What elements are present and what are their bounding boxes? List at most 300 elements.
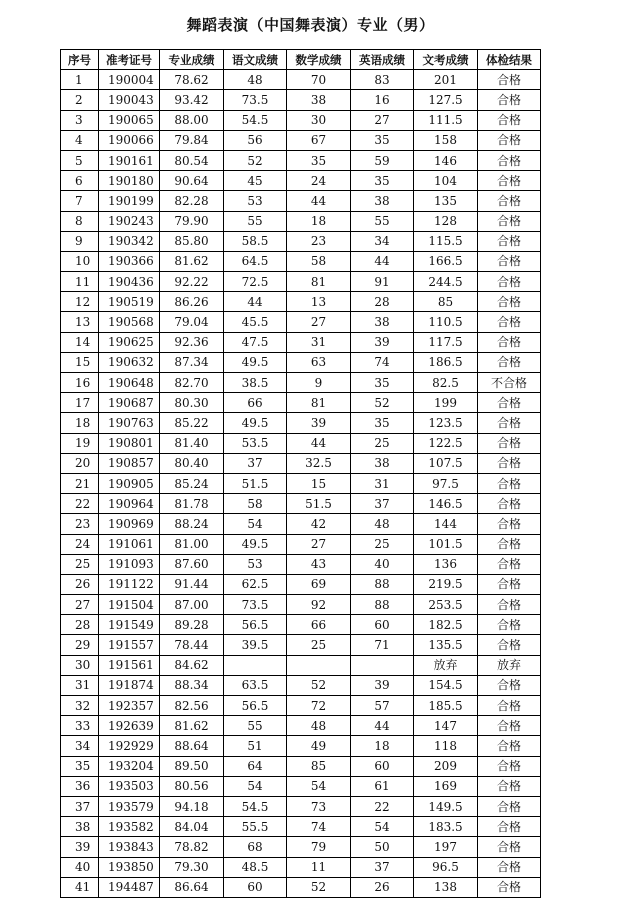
health-check-result: 合格 bbox=[478, 110, 541, 130]
math-score: 72 bbox=[287, 696, 351, 716]
health-check-result: 合格 bbox=[478, 615, 541, 635]
health-check-result: 合格 bbox=[478, 473, 541, 493]
major-score: 85.22 bbox=[160, 413, 224, 433]
chinese-score: 64.5 bbox=[224, 251, 287, 271]
english-score: 38 bbox=[351, 312, 414, 332]
table-row bbox=[61, 150, 541, 170]
major-score: 88.64 bbox=[160, 736, 224, 756]
culture-score: 182.5 bbox=[414, 615, 478, 635]
culture-score: 117.5 bbox=[414, 332, 478, 352]
exam-id: 191549 bbox=[99, 615, 160, 635]
exam-id: 190648 bbox=[99, 373, 160, 393]
major-score: 90.64 bbox=[160, 171, 224, 191]
chinese-score: 56.5 bbox=[224, 696, 287, 716]
major-score: 82.28 bbox=[160, 191, 224, 211]
exam-id: 190161 bbox=[99, 150, 160, 170]
table-row bbox=[61, 433, 541, 453]
chinese-score: 52 bbox=[224, 150, 287, 170]
table-row bbox=[61, 595, 541, 615]
chinese-score: 56 bbox=[224, 130, 287, 150]
health-check-result: 合格 bbox=[478, 837, 541, 857]
health-check-result: 合格 bbox=[478, 514, 541, 534]
math-score: 74 bbox=[287, 817, 351, 837]
major-score: 82.70 bbox=[160, 373, 224, 393]
culture-score: 122.5 bbox=[414, 433, 478, 453]
math-score: 39 bbox=[287, 413, 351, 433]
culture-score: 158 bbox=[414, 130, 478, 150]
math-score: 30 bbox=[287, 110, 351, 130]
col-header-culture-score: 文考成绩 bbox=[414, 50, 478, 70]
english-score: 28 bbox=[351, 292, 414, 312]
exam-id: 190065 bbox=[99, 110, 160, 130]
health-check-result: 合格 bbox=[478, 433, 541, 453]
chinese-score: 58.5 bbox=[224, 231, 287, 251]
row-index: 41 bbox=[61, 877, 99, 897]
row-index: 6 bbox=[61, 171, 99, 191]
col-header-english-score: 英语成绩 bbox=[351, 50, 414, 70]
exam-id: 190180 bbox=[99, 171, 160, 191]
exam-id: 190243 bbox=[99, 211, 160, 231]
chinese-score: 54.5 bbox=[224, 110, 287, 130]
health-check-result: 合格 bbox=[478, 150, 541, 170]
table-row bbox=[61, 857, 541, 877]
culture-score: 154.5 bbox=[414, 675, 478, 695]
culture-score: 219.5 bbox=[414, 574, 478, 594]
math-score: 32.5 bbox=[287, 453, 351, 473]
chinese-score: 64 bbox=[224, 756, 287, 776]
culture-score: 183.5 bbox=[414, 817, 478, 837]
exam-id: 190969 bbox=[99, 514, 160, 534]
english-score: 25 bbox=[351, 534, 414, 554]
chinese-score: 63.5 bbox=[224, 675, 287, 695]
math-score: 48 bbox=[287, 716, 351, 736]
table-row bbox=[61, 736, 541, 756]
major-score: 80.56 bbox=[160, 776, 224, 796]
major-score: 92.22 bbox=[160, 272, 224, 292]
major-score: 87.60 bbox=[160, 554, 224, 574]
table-row bbox=[61, 837, 541, 857]
major-score: 78.44 bbox=[160, 635, 224, 655]
table-row bbox=[61, 191, 541, 211]
table-header-row bbox=[61, 50, 541, 70]
major-score: 88.24 bbox=[160, 514, 224, 534]
english-score: 35 bbox=[351, 171, 414, 191]
row-index: 21 bbox=[61, 473, 99, 493]
math-score: 73 bbox=[287, 796, 351, 816]
major-score: 88.34 bbox=[160, 675, 224, 695]
chinese-score: 58 bbox=[224, 494, 287, 514]
exam-id: 190905 bbox=[99, 473, 160, 493]
row-index: 26 bbox=[61, 574, 99, 594]
english-score: 44 bbox=[351, 716, 414, 736]
table-row bbox=[61, 393, 541, 413]
row-index: 31 bbox=[61, 675, 99, 695]
math-score: 66 bbox=[287, 615, 351, 635]
table-row bbox=[61, 776, 541, 796]
major-score: 85.24 bbox=[160, 473, 224, 493]
culture-score: 107.5 bbox=[414, 453, 478, 473]
table-row bbox=[61, 655, 541, 675]
exam-id: 190763 bbox=[99, 413, 160, 433]
exam-id: 191504 bbox=[99, 595, 160, 615]
english-score: 38 bbox=[351, 453, 414, 473]
row-index: 8 bbox=[61, 211, 99, 231]
health-check-result: 合格 bbox=[478, 90, 541, 110]
chinese-score: 51.5 bbox=[224, 473, 287, 493]
row-index: 25 bbox=[61, 554, 99, 574]
english-score: 60 bbox=[351, 615, 414, 635]
exam-id: 190043 bbox=[99, 90, 160, 110]
math-score: 15 bbox=[287, 473, 351, 493]
exam-id: 190964 bbox=[99, 494, 160, 514]
major-score: 79.04 bbox=[160, 312, 224, 332]
culture-score: 128 bbox=[414, 211, 478, 231]
major-score: 78.62 bbox=[160, 70, 224, 90]
health-check-result: 合格 bbox=[478, 413, 541, 433]
table-row bbox=[61, 494, 541, 514]
culture-score: 147 bbox=[414, 716, 478, 736]
english-score: 74 bbox=[351, 352, 414, 372]
page-title: 舞蹈表演（中国舞表演）专业（男） bbox=[186, 16, 435, 34]
exam-id: 190687 bbox=[99, 393, 160, 413]
row-index: 38 bbox=[61, 817, 99, 837]
culture-score: 118 bbox=[414, 736, 478, 756]
major-score: 79.30 bbox=[160, 857, 224, 877]
health-check-result: 合格 bbox=[478, 796, 541, 816]
row-index: 3 bbox=[61, 110, 99, 130]
table-row bbox=[61, 70, 541, 90]
chinese-score: 48 bbox=[224, 70, 287, 90]
exam-id: 190436 bbox=[99, 272, 160, 292]
english-score: 39 bbox=[351, 675, 414, 695]
culture-score: 104 bbox=[414, 171, 478, 191]
english-score: 57 bbox=[351, 696, 414, 716]
health-check-result: 合格 bbox=[478, 817, 541, 837]
english-score: 88 bbox=[351, 595, 414, 615]
table-row bbox=[61, 352, 541, 372]
row-index: 15 bbox=[61, 352, 99, 372]
row-index: 17 bbox=[61, 393, 99, 413]
row-index: 39 bbox=[61, 837, 99, 857]
english-score: 60 bbox=[351, 756, 414, 776]
major-score: 81.62 bbox=[160, 716, 224, 736]
math-score: 70 bbox=[287, 70, 351, 90]
math-score: 54 bbox=[287, 776, 351, 796]
chinese-score bbox=[224, 655, 287, 675]
math-score: 85 bbox=[287, 756, 351, 776]
table-row bbox=[61, 877, 541, 897]
health-check-result: 合格 bbox=[478, 595, 541, 615]
col-header-major-score: 专业成绩 bbox=[160, 50, 224, 70]
table-row bbox=[61, 796, 541, 816]
chinese-score: 54.5 bbox=[224, 796, 287, 816]
table-row bbox=[61, 272, 541, 292]
culture-score: 253.5 bbox=[414, 595, 478, 615]
culture-score: 138 bbox=[414, 877, 478, 897]
health-check-result: 合格 bbox=[478, 776, 541, 796]
chinese-score: 73.5 bbox=[224, 595, 287, 615]
table-row bbox=[61, 211, 541, 231]
exam-id: 190801 bbox=[99, 433, 160, 453]
culture-score: 127.5 bbox=[414, 90, 478, 110]
math-score: 13 bbox=[287, 292, 351, 312]
english-score: 22 bbox=[351, 796, 414, 816]
major-score: 89.50 bbox=[160, 756, 224, 776]
chinese-score: 49.5 bbox=[224, 534, 287, 554]
health-check-result: 合格 bbox=[478, 453, 541, 473]
major-score: 81.00 bbox=[160, 534, 224, 554]
culture-score: 197 bbox=[414, 837, 478, 857]
chinese-score: 56.5 bbox=[224, 615, 287, 635]
chinese-score: 47.5 bbox=[224, 332, 287, 352]
health-check-result: 合格 bbox=[478, 352, 541, 372]
culture-score: 149.5 bbox=[414, 796, 478, 816]
major-score: 91.44 bbox=[160, 574, 224, 594]
row-index: 20 bbox=[61, 453, 99, 473]
chinese-score: 37 bbox=[224, 453, 287, 473]
table-row bbox=[61, 453, 541, 473]
chinese-score: 48.5 bbox=[224, 857, 287, 877]
row-index: 13 bbox=[61, 312, 99, 332]
table-row bbox=[61, 130, 541, 150]
row-index: 30 bbox=[61, 655, 99, 675]
culture-score: 110.5 bbox=[414, 312, 478, 332]
major-score: 81.40 bbox=[160, 433, 224, 453]
culture-score: 146 bbox=[414, 150, 478, 170]
health-check-result: 合格 bbox=[478, 332, 541, 352]
culture-score: 169 bbox=[414, 776, 478, 796]
culture-score: 111.5 bbox=[414, 110, 478, 130]
table-row bbox=[61, 312, 541, 332]
table-row bbox=[61, 635, 541, 655]
chinese-score: 55 bbox=[224, 716, 287, 736]
exam-id: 190366 bbox=[99, 251, 160, 271]
chinese-score: 49.5 bbox=[224, 352, 287, 372]
row-index: 10 bbox=[61, 251, 99, 271]
health-check-result: 合格 bbox=[478, 675, 541, 695]
english-score: 55 bbox=[351, 211, 414, 231]
health-check-result: 不合格 bbox=[478, 373, 541, 393]
exam-id: 193850 bbox=[99, 857, 160, 877]
chinese-score: 38.5 bbox=[224, 373, 287, 393]
exam-id: 191061 bbox=[99, 534, 160, 554]
math-score: 79 bbox=[287, 837, 351, 857]
chinese-score: 45 bbox=[224, 171, 287, 191]
math-score: 44 bbox=[287, 433, 351, 453]
major-score: 87.34 bbox=[160, 352, 224, 372]
math-score: 58 bbox=[287, 251, 351, 271]
english-score: 71 bbox=[351, 635, 414, 655]
culture-score: 146.5 bbox=[414, 494, 478, 514]
exam-id: 190632 bbox=[99, 352, 160, 372]
health-check-result: 合格 bbox=[478, 756, 541, 776]
major-score: 84.04 bbox=[160, 817, 224, 837]
major-score: 81.78 bbox=[160, 494, 224, 514]
health-check-result: 合格 bbox=[478, 494, 541, 514]
table-row bbox=[61, 110, 541, 130]
health-check-result: 合格 bbox=[478, 171, 541, 191]
row-index: 7 bbox=[61, 191, 99, 211]
math-score: 31 bbox=[287, 332, 351, 352]
chinese-score: 55.5 bbox=[224, 817, 287, 837]
english-score: 61 bbox=[351, 776, 414, 796]
exam-id: 193843 bbox=[99, 837, 160, 857]
english-score: 35 bbox=[351, 130, 414, 150]
major-score: 86.64 bbox=[160, 877, 224, 897]
major-score: 80.40 bbox=[160, 453, 224, 473]
english-score: 34 bbox=[351, 231, 414, 251]
exam-id: 192357 bbox=[99, 696, 160, 716]
math-score: 92 bbox=[287, 595, 351, 615]
major-score: 92.36 bbox=[160, 332, 224, 352]
table-row bbox=[61, 171, 541, 191]
exam-id: 191093 bbox=[99, 554, 160, 574]
table-row bbox=[61, 231, 541, 251]
table-row bbox=[61, 756, 541, 776]
row-index: 16 bbox=[61, 373, 99, 393]
exam-id: 191122 bbox=[99, 574, 160, 594]
health-check-result: 合格 bbox=[478, 191, 541, 211]
table-row bbox=[61, 554, 541, 574]
exam-id: 190004 bbox=[99, 70, 160, 90]
row-index: 29 bbox=[61, 635, 99, 655]
score-table bbox=[60, 49, 541, 898]
major-score: 79.90 bbox=[160, 211, 224, 231]
chinese-score: 72.5 bbox=[224, 272, 287, 292]
major-score: 93.42 bbox=[160, 90, 224, 110]
chinese-score: 39.5 bbox=[224, 635, 287, 655]
row-index: 23 bbox=[61, 514, 99, 534]
table-row bbox=[61, 675, 541, 695]
table-row bbox=[61, 473, 541, 493]
english-score: 44 bbox=[351, 251, 414, 271]
exam-id: 193582 bbox=[99, 817, 160, 837]
english-score: 26 bbox=[351, 877, 414, 897]
english-score: 52 bbox=[351, 393, 414, 413]
table-row bbox=[61, 292, 541, 312]
major-score: 86.26 bbox=[160, 292, 224, 312]
math-score: 35 bbox=[287, 150, 351, 170]
exam-id: 190568 bbox=[99, 312, 160, 332]
math-score: 67 bbox=[287, 130, 351, 150]
major-score: 87.00 bbox=[160, 595, 224, 615]
culture-score: 244.5 bbox=[414, 272, 478, 292]
table-row bbox=[61, 696, 541, 716]
row-index: 24 bbox=[61, 534, 99, 554]
health-check-result: 合格 bbox=[478, 635, 541, 655]
row-index: 33 bbox=[61, 716, 99, 736]
table-row bbox=[61, 514, 541, 534]
row-index: 28 bbox=[61, 615, 99, 635]
english-score bbox=[351, 655, 414, 675]
english-score: 40 bbox=[351, 554, 414, 574]
math-score: 25 bbox=[287, 635, 351, 655]
math-score: 42 bbox=[287, 514, 351, 534]
exam-id: 190199 bbox=[99, 191, 160, 211]
exam-id: 190519 bbox=[99, 292, 160, 312]
culture-score: 144 bbox=[414, 514, 478, 534]
row-index: 37 bbox=[61, 796, 99, 816]
culture-score: 101.5 bbox=[414, 534, 478, 554]
culture-score: 97.5 bbox=[414, 473, 478, 493]
health-check-result: 合格 bbox=[478, 696, 541, 716]
row-index: 12 bbox=[61, 292, 99, 312]
math-score: 49 bbox=[287, 736, 351, 756]
row-index: 34 bbox=[61, 736, 99, 756]
major-score: 80.54 bbox=[160, 150, 224, 170]
math-score: 51.5 bbox=[287, 494, 351, 514]
table-row bbox=[61, 251, 541, 271]
math-score: 81 bbox=[287, 272, 351, 292]
row-index: 27 bbox=[61, 595, 99, 615]
col-header-chinese-score: 语文成绩 bbox=[224, 50, 287, 70]
major-score: 94.18 bbox=[160, 796, 224, 816]
english-score: 91 bbox=[351, 272, 414, 292]
culture-score: 185.5 bbox=[414, 696, 478, 716]
english-score: 48 bbox=[351, 514, 414, 534]
health-check-result: 合格 bbox=[478, 292, 541, 312]
chinese-score: 44 bbox=[224, 292, 287, 312]
exam-id: 192929 bbox=[99, 736, 160, 756]
english-score: 38 bbox=[351, 191, 414, 211]
english-score: 88 bbox=[351, 574, 414, 594]
exam-id: 190342 bbox=[99, 231, 160, 251]
math-score: 43 bbox=[287, 554, 351, 574]
health-check-result: 合格 bbox=[478, 736, 541, 756]
table-row bbox=[61, 90, 541, 110]
row-index: 22 bbox=[61, 494, 99, 514]
health-check-result: 合格 bbox=[478, 393, 541, 413]
culture-score: 82.5 bbox=[414, 373, 478, 393]
health-check-result: 合格 bbox=[478, 534, 541, 554]
row-index: 32 bbox=[61, 696, 99, 716]
health-check-result: 合格 bbox=[478, 877, 541, 897]
culture-score: 199 bbox=[414, 393, 478, 413]
table-row bbox=[61, 716, 541, 736]
row-index: 1 bbox=[61, 70, 99, 90]
math-score: 38 bbox=[287, 90, 351, 110]
exam-id: 194487 bbox=[99, 877, 160, 897]
math-score: 27 bbox=[287, 312, 351, 332]
english-score: 54 bbox=[351, 817, 414, 837]
math-score: 81 bbox=[287, 393, 351, 413]
chinese-score: 73.5 bbox=[224, 90, 287, 110]
row-index: 9 bbox=[61, 231, 99, 251]
english-score: 37 bbox=[351, 494, 414, 514]
culture-score: 85 bbox=[414, 292, 478, 312]
health-check-result: 合格 bbox=[478, 130, 541, 150]
major-score: 84.62 bbox=[160, 655, 224, 675]
row-index: 36 bbox=[61, 776, 99, 796]
culture-score: 放弃 bbox=[414, 655, 478, 675]
english-score: 37 bbox=[351, 857, 414, 877]
row-index: 11 bbox=[61, 272, 99, 292]
health-check-result: 合格 bbox=[478, 231, 541, 251]
exam-id: 191874 bbox=[99, 675, 160, 695]
row-index: 5 bbox=[61, 150, 99, 170]
english-score: 59 bbox=[351, 150, 414, 170]
chinese-score: 53.5 bbox=[224, 433, 287, 453]
english-score: 31 bbox=[351, 473, 414, 493]
row-index: 4 bbox=[61, 130, 99, 150]
english-score: 39 bbox=[351, 332, 414, 352]
col-header-health-check: 体检结果 bbox=[478, 50, 541, 70]
table-row bbox=[61, 373, 541, 393]
health-check-result: 合格 bbox=[478, 211, 541, 231]
culture-score: 115.5 bbox=[414, 231, 478, 251]
row-index: 18 bbox=[61, 413, 99, 433]
major-score: 80.30 bbox=[160, 393, 224, 413]
